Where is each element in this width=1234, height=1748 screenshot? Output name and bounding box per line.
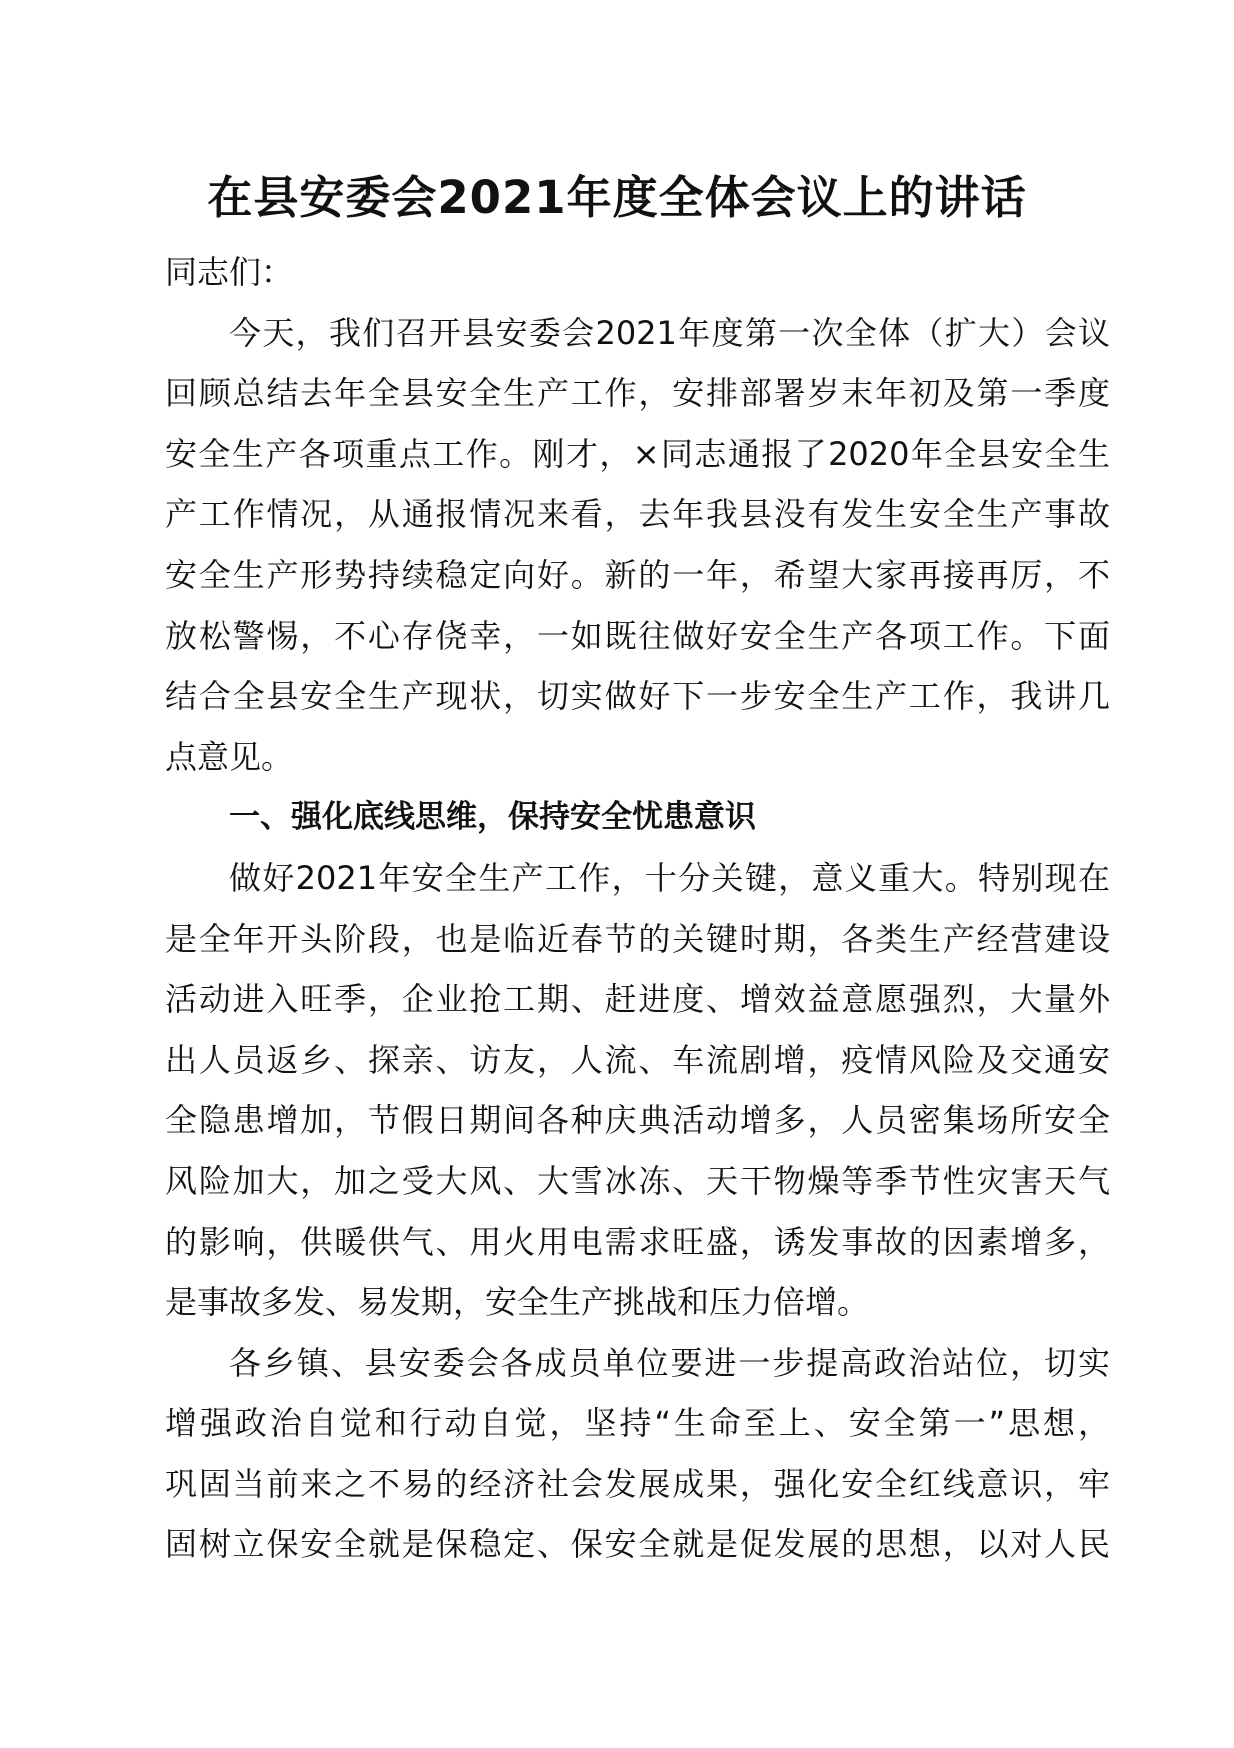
- body-line: 安全生产各项重点工作。刚才，×同志通报了2020年全县安全生: [165, 434, 1110, 473]
- body-line: 增强政治自觉和行动自觉，坚持“生命至上、安全第一”思想，: [165, 1404, 1110, 1443]
- document-title: 在县安委会2021年度全体会议上的讲话: [207, 171, 1027, 224]
- body-line: 出人员返乡、探亲、访友，人流、车流剧增，疫情风险及交通安: [165, 1040, 1110, 1079]
- body-line: 活动进入旺季，企业抢工期、赶进度、增效益意愿强烈，大量外: [165, 980, 1110, 1019]
- body-line: 产工作情况，从通报情况来看，去年我县没有发生安全生产事故: [165, 495, 1110, 534]
- body-line: 的影响，供暖供气、用火用电需求旺盛，诱发事故的因素增多，: [165, 1222, 1110, 1261]
- body-line: 回顾总结去年全县安全生产工作，安排部署岁末年初及第一季度: [165, 374, 1110, 413]
- body-line: 放松警惕，不心存侥幸，一如既往做好安全生产各项工作。下面: [165, 616, 1110, 655]
- body-line: 安全生产形势持续稳定向好。新的一年，希望大家再接再厉，不: [165, 555, 1110, 594]
- body-line: 结合全县安全生产现状，切实做好下一步安全生产工作，我讲几: [165, 677, 1110, 716]
- body-line: 风险加大，加之受大风、大雪冰冻、天干物燥等季节性灾害天气: [165, 1161, 1110, 1200]
- body-line: 巩固当前来之不易的经济社会发展成果，强化安全红线意识，牢: [165, 1464, 1110, 1503]
- body-line: 同志们：: [165, 253, 294, 291]
- section-heading: 一、强化底线思维，保持安全忧患意识: [229, 799, 756, 836]
- body-line: 是事故多发、易发期，安全生产挑战和压力倍增。: [165, 1283, 870, 1322]
- body-line: 今天，我们召开县安委会2021年度第一次全体（扩大）会议: [229, 313, 1110, 352]
- body-line: 全隐患增加，节假日期间各种庆典活动增多，人员密集场所安全: [165, 1101, 1110, 1140]
- body-line: 做好2021年安全生产工作，十分关键，意义重大。特别现在: [229, 858, 1110, 897]
- body-line: 点意见。: [165, 737, 294, 776]
- body-line: 各乡镇、县安委会各成员单位要进一步提高政治站位，切实: [229, 1343, 1110, 1382]
- body-line: 是全年开头阶段，也是临近春节的关键时期，各类生产经营建设: [165, 919, 1110, 958]
- body-line: 固树立保安全就是保稳定、保安全就是促发展的思想，以对人民: [165, 1525, 1110, 1564]
- document-body: [165, 242, 1110, 1575]
